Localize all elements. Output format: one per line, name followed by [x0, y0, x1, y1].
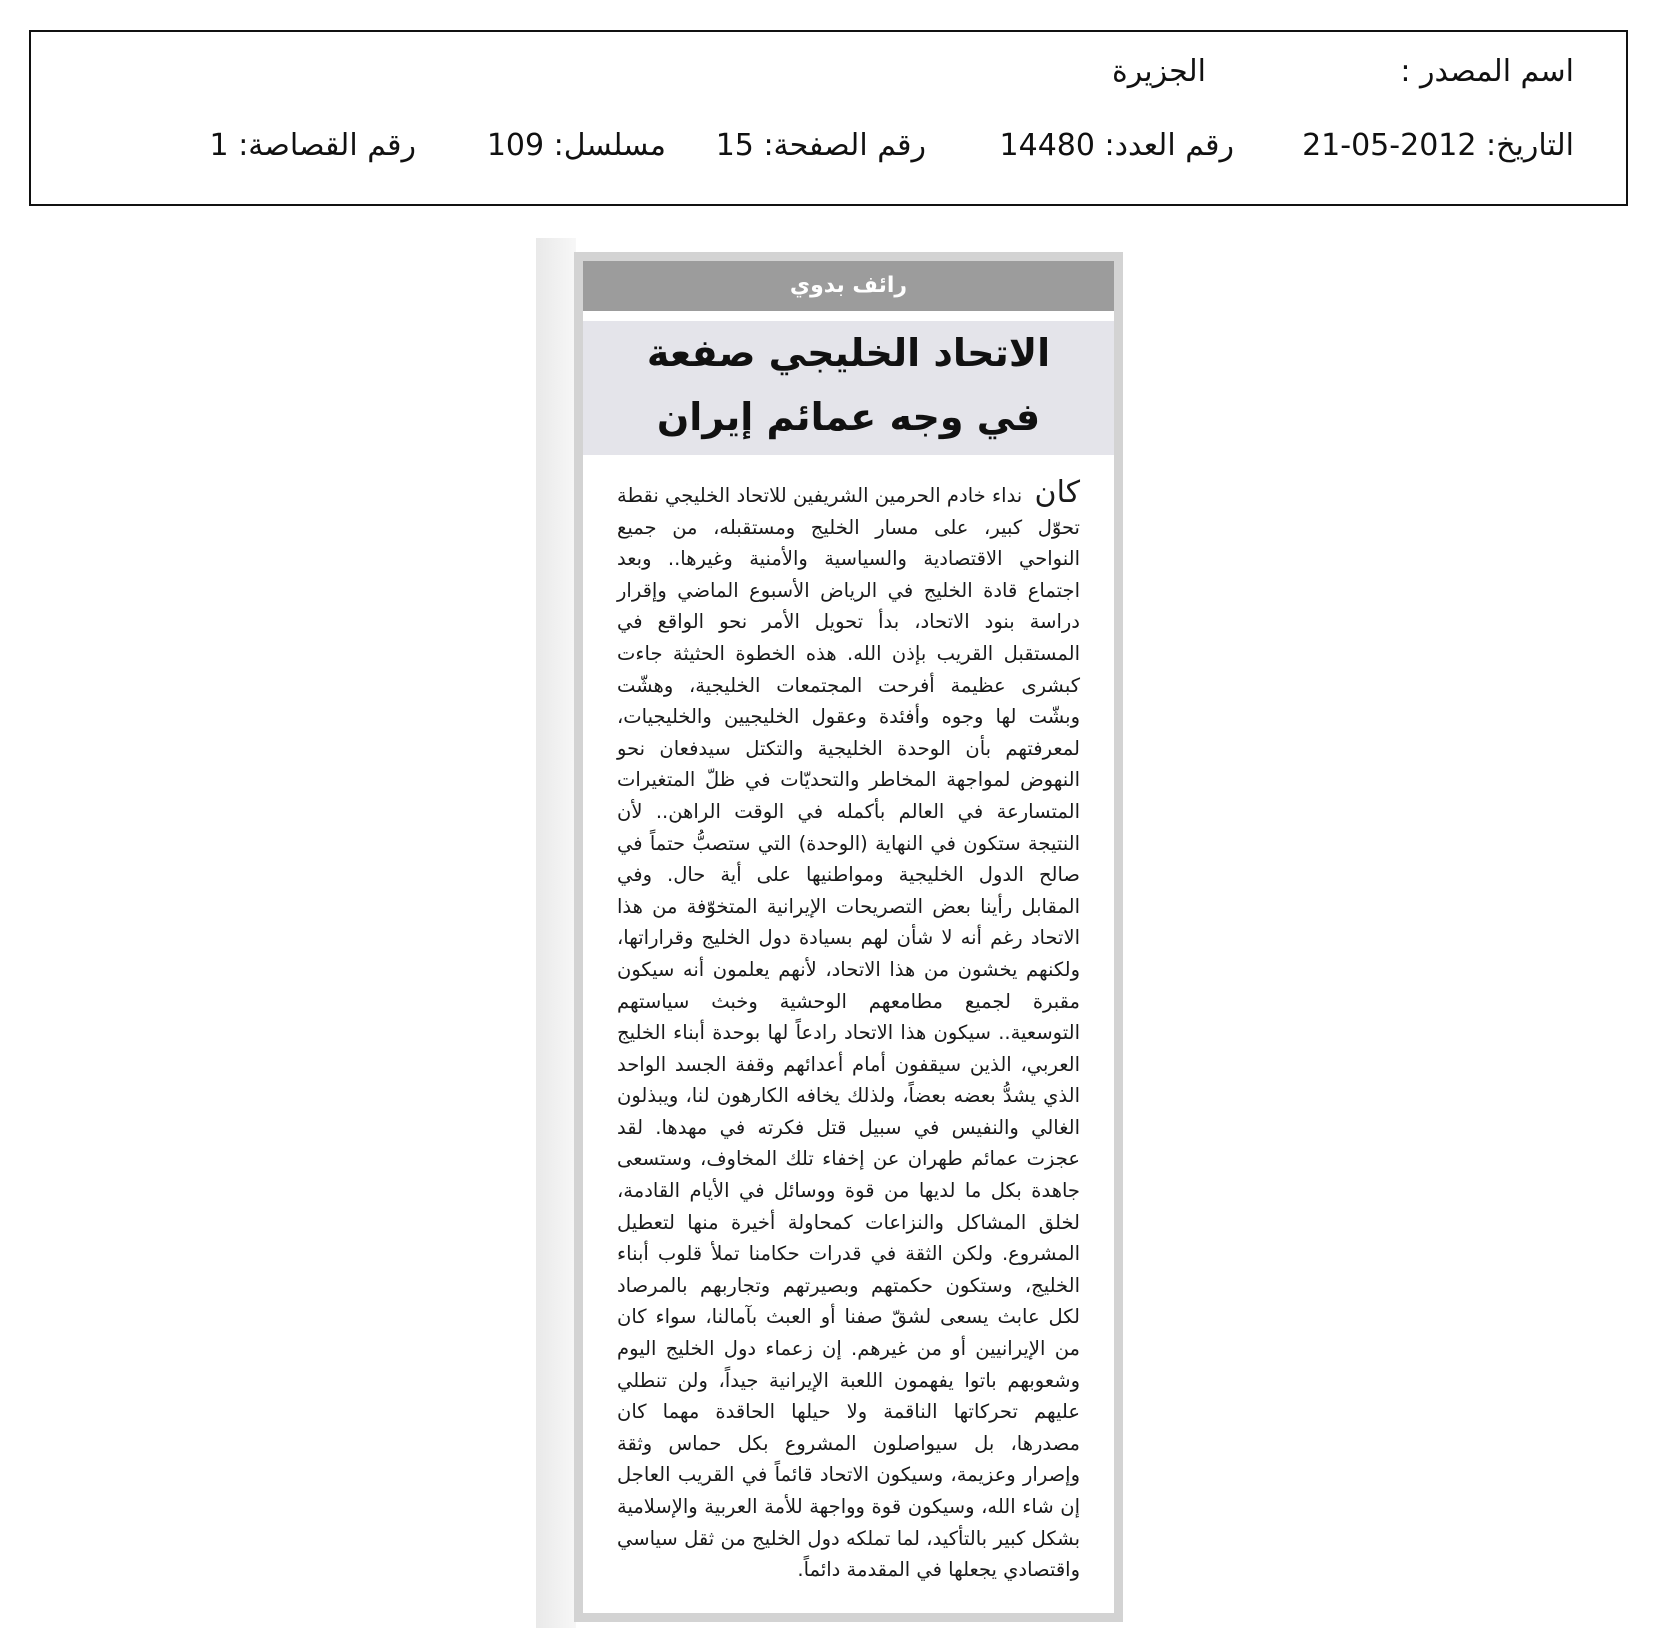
date-value: 2012-05-21 [1302, 128, 1477, 163]
clip-number-value: 1 [209, 128, 229, 163]
clip-number-field [210, 128, 416, 163]
source-label: اسم المصدر : [1400, 54, 1574, 89]
clipping-metadata-box [29, 30, 1628, 206]
headline-line-2: في وجه عمائم إيران [656, 395, 1041, 439]
date-field [1302, 128, 1574, 163]
headline-line-1: الاتحاد الخليجي صفعة [646, 331, 1051, 375]
headline-box [583, 321, 1114, 455]
serial-field [487, 128, 666, 163]
issue-field [1000, 128, 1234, 163]
serial-label: مسلسل: [553, 128, 666, 163]
scan-shadow-band [536, 238, 576, 1628]
article-body [617, 477, 1080, 1586]
author-name: رائف بدوي [583, 261, 1114, 311]
newspaper-clipping [574, 252, 1123, 1622]
article-body-text: نداء خادم الحرمين الشريفين للاتحاد الخليجي نقطة تحوّل كبير، على مسار الخليج ومستقبله، من جميع النواحي الاقتصادية والسياسية والأمنية وغيرها.. وبعد اجتماع قادة الخليج في الرياض الأسبوع الماضي وإقرار دراسة بنود الاتحاد، بدأ تحويل الأمر نحو الواقع في المستقبل القريب بإذن الله. هذه الخطوة الحثيثة جاءت كبشرى عظيمة أفرحت المجتمعات الخليجية، وهشّت وبشّت لها وجوه وأفئدة وعقول الخليجيين والخليجيات، لمعرفتهم بأن الوحدة الخليجية والتكتل سيدفعان نحو النهوض لمواجهة المخاطر والتحديّات في ظلّ المتغيرات المتسارعة في العالم بأكمله في الوقت الراهن.. لأن النتيجة ستكون في النهاية (الوحدة) التي ستصبُّ حتماً في صالح الدول الخليجية ومواطنيها على أية حال. وفي المقابل رأينا بعض التصريحات الإيرانية المتخوّفة من هذا الاتحاد رغم أنه لا شأن لهم بسيادة دول الخليج وقراراتها، ولكنهم يخشون من هذا الاتحاد، لأنهم يعلمون أنه سيكون مقبرة لجميع مطامعهم الوحشية وخبث سياستهم التوسعية.. سيكون هذا الاتحاد رادعاً لها بوحدة أبناء الخليج العربي، الذين سيقفون أمام أعدائهم وقفة الجسد الواحد الذي يشدُّ بعضه بعضاً، ولذلك يخافه الكارهون لنا، ويبذلون الغالي والنفيس في سبيل قتل فكرته في مهدها. لقد عجزت عمائم طهران عن إخفاء تلك المخاوف، وستسعى جاهدة بكل ما لديها من قوة ووسائل في الأيام القادمة، لخلق المشاكل والنزاعات كمحاولة أخيرة منها لتعطيل المشروع. ولكن الثقة في قدرات حكامنا تملأ قلوب أبناء الخليج، وستكون حكمتهم وبصيرتهم وتجاربهم بالمرصاد لكل عابث يسعى لشقّ صفنا أو العبث بآمالنا، سواء كان من الإيرانيين أو من غيرهم. إن زعماء دول الخليج اليوم وشعوبهم باتوا يفهمون اللعبة الإيرانية جيداً، ولن تنطلي عليهم تحركاتها الناقمة ولا حيلها الحاقدة مهما كان مصدرها، بل سيواصلون المشروع بكل حماس وثقة وإصرار وعزيمة، وسيكون الاتحاد قائماً في القريب العاجل إن شاء الله، وسيكون قوة وواجهة للأمة العربية والإسلامية بشكل كبير بالتأكيد، لما تملكه دول الخليج من ثقل سياسي واقتصادي يجعلها في المقدمة دائماً. [617, 484, 1080, 1582]
clip-number-label: رقم القصاصة: [238, 128, 416, 163]
issue-value: 14480 [999, 128, 1095, 163]
issue-label: رقم العدد: [1104, 128, 1234, 163]
source-value: الجزيرة [1111, 54, 1206, 89]
page-label: رقم الصفحة: [763, 128, 926, 163]
page-value: 15 [715, 128, 754, 163]
article-lead-word: كان [1034, 475, 1080, 510]
page-field [716, 128, 926, 163]
serial-value: 109 [486, 128, 545, 163]
date-label: التاريخ: [1486, 128, 1574, 163]
